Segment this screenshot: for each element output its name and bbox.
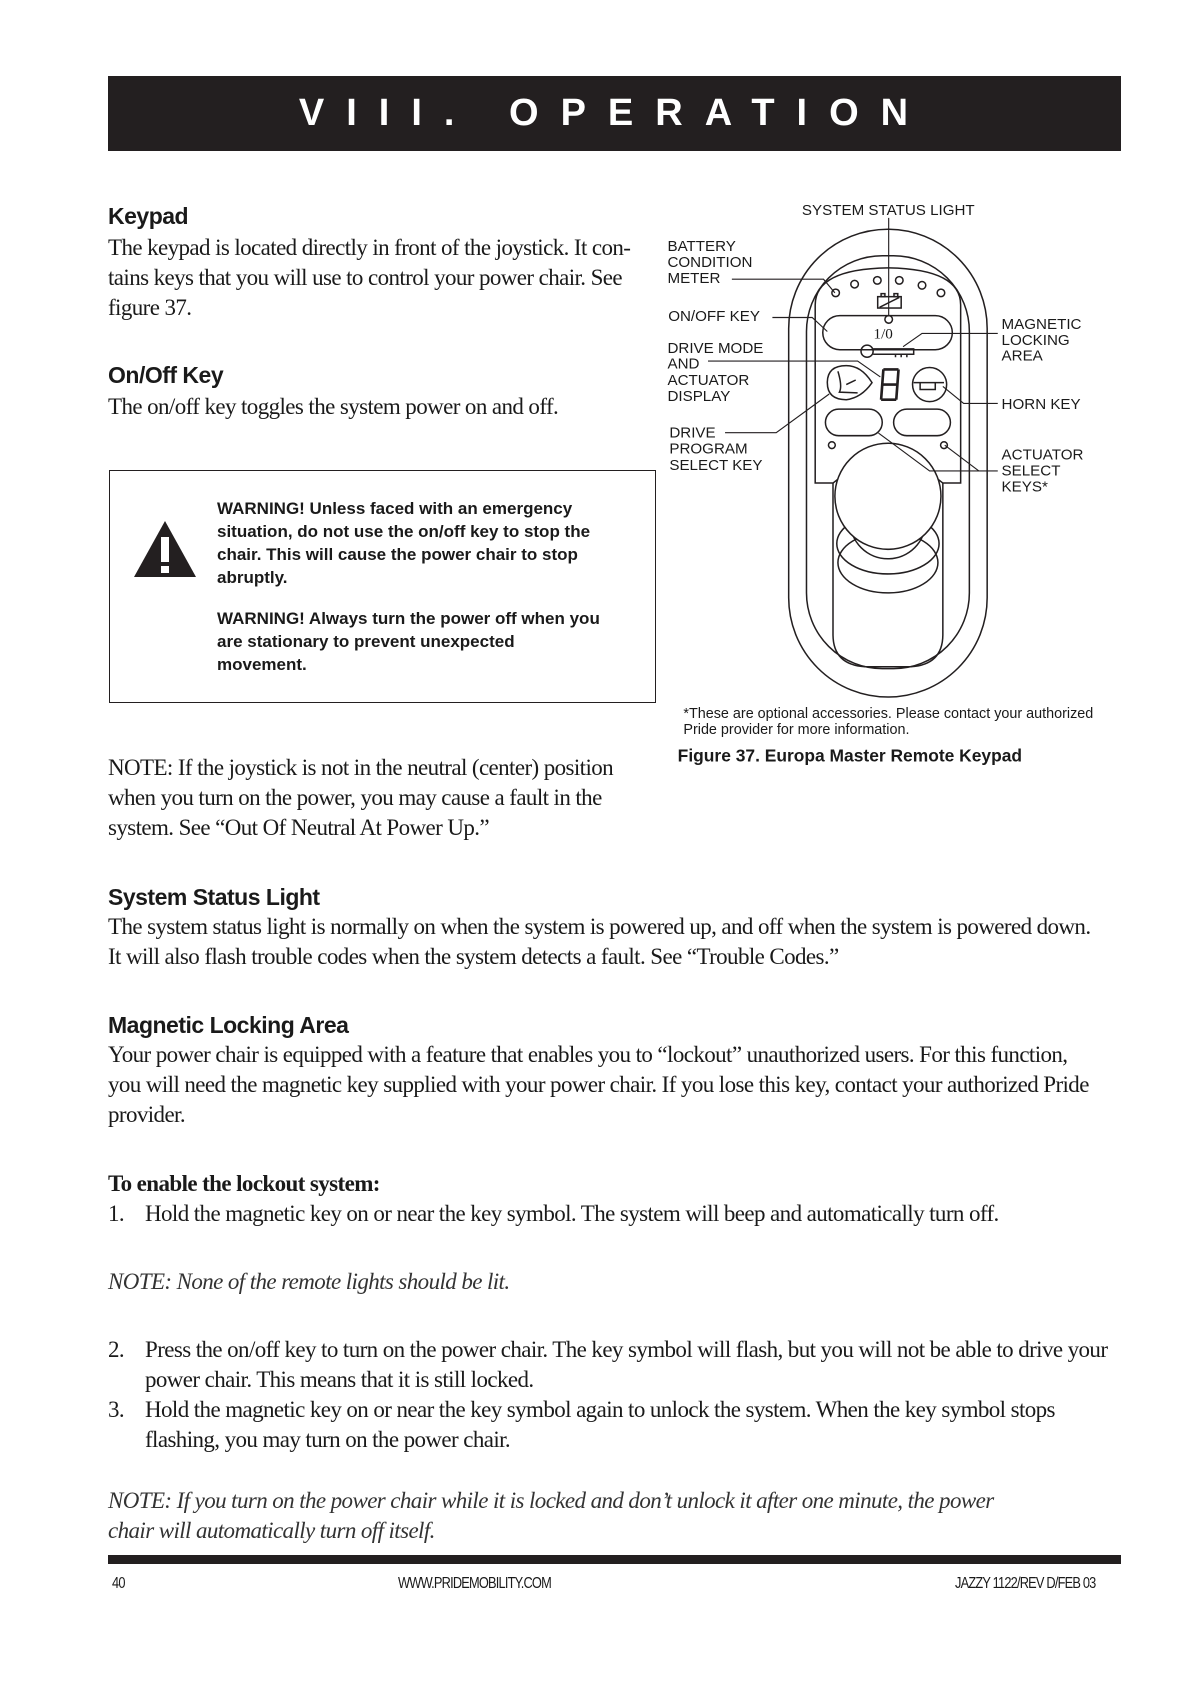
text-line: provider. (108, 1102, 185, 1127)
text-line: NOTE: If you turn on the power chair while it is locked and don’t unlock it after one minute, the power (108, 1488, 994, 1513)
onoff-heading: On/Off Key (108, 362, 224, 388)
text-line: The keypad is located directly in front of the joystick. It con- (108, 235, 631, 260)
label-magnetic: MAGNETIC (1001, 315, 1082, 333)
lockout-note-2 (108, 1486, 1121, 1546)
text-line: when you turn on the power, you may cause a fault in the (108, 785, 602, 810)
text-line: chair. This will cause the power chair to stop (217, 545, 578, 564)
text-line: WARNING! Always turn the power off when you (217, 609, 600, 628)
figure-footnote: Pride provider for more information. (683, 722, 910, 739)
text-line: Hold the magnetic key on or near the key symbol. The system will beep and automatically turn off. (145, 1201, 999, 1226)
label-drive-mode: AND (667, 355, 700, 373)
text-line: flashing, you may turn on the power chair. (145, 1427, 511, 1452)
status-heading: System Status Light (108, 884, 320, 910)
text-line: It will also flash trouble codes when the system detects a fault. See “Trouble Codes.” (108, 944, 839, 969)
label-magnetic: LOCKING (1001, 331, 1070, 349)
figure-footnote: *These are optional accessories. Please contact your authorized (683, 705, 1094, 722)
text-line: NOTE: If the joystick is not in the neutral (center) position (108, 755, 614, 780)
horn-icon (914, 383, 944, 390)
footer-doc-id: JAZZY 1122/REV D/FEB 03 (955, 1575, 1096, 1592)
label-battery: CONDITION (667, 254, 753, 272)
label-drive-mode: ACTUATOR (667, 371, 750, 389)
label-battery: BATTERY (667, 237, 736, 255)
horn-key[interactable] (913, 368, 947, 402)
text-line: power chair. This means that it is still locked. (145, 1367, 534, 1392)
seven-segment-display (881, 369, 898, 399)
label-system-status-light: SYSTEM STATUS LIGHT (801, 201, 975, 219)
footer-rule (108, 1555, 1121, 1564)
text-line: figure 37. (108, 295, 192, 320)
keypad-heading: Keypad (108, 203, 189, 229)
text-line: The system status light is normally on when the system is powered up, and off when the system is powered down. (108, 914, 1091, 939)
label-drive-program: DRIVE (669, 424, 716, 442)
lockout-heading: To enable the lockout system: (108, 1171, 380, 1196)
warning-text-2 (217, 607, 645, 676)
label-actuator: SELECT (1001, 462, 1061, 480)
figure-caption: Figure 37. Europa Master Remote Keypad (677, 745, 1023, 766)
onoff-symbol: 1/0 (873, 325, 893, 343)
text-line: chair will automatically turn off itself. (108, 1518, 435, 1543)
label-drive-mode: DISPLAY (667, 388, 731, 406)
text-line: situation, do not use the on/off key to stop the (217, 522, 591, 541)
actuator-key-right[interactable] (894, 409, 951, 436)
lockout-note-1: NOTE: None of the remote lights should be lit. (108, 1269, 510, 1294)
footer-url: WWW.PRIDEMOBILITY.COM (398, 1575, 551, 1592)
text-line: are stationary to prevent unexpected (217, 632, 515, 651)
text-line: movement. (217, 655, 307, 674)
text-line: WARNING! Unless faced with an emergency (217, 499, 573, 518)
section-header: VIII. OPERATION (108, 76, 1121, 151)
warning-triangle-icon (132, 519, 198, 579)
lockout-step-3 (108, 1395, 1121, 1452)
onoff-body: The on/off key toggles the system power on and off. (108, 394, 559, 419)
list-number: 3. (108, 1397, 125, 1422)
label-actuator: ACTUATOR (1001, 446, 1084, 464)
text-line: you will need the magnetic key supplied with your power chair. If you lose this key, contact your authorized Pride (108, 1072, 1089, 1097)
keypad-body (108, 233, 644, 323)
list-number: 2. (108, 1337, 125, 1362)
status-body (108, 912, 1121, 972)
text-line: abruptly. (217, 568, 288, 587)
lockout-step-2 (108, 1335, 1121, 1392)
text-line: Press the on/off key to turn on the power chair. The key symbol will flash, but you will not be able to drive your (145, 1337, 1108, 1362)
actuator-key-left[interactable] (825, 409, 882, 436)
text-line: Your power chair is equipped with a feature that enables you to “lockout” unauthorized users. For this function, (108, 1042, 1068, 1067)
text-line: tains keys that you will use to control your power chair. See (108, 265, 623, 290)
label-magnetic: AREA (1001, 347, 1043, 365)
label-battery: METER (667, 270, 721, 288)
keypad-figure (600, 180, 1191, 880)
warning-text-1 (217, 497, 645, 589)
text-line: Hold the magnetic key on or near the key symbol again to unlock the system. When the key symbol stops (145, 1397, 1055, 1422)
label-onoff-key: ON/OFF KEY (668, 307, 760, 325)
label-drive-program: SELECT KEY (669, 456, 763, 474)
magnetic-body (108, 1040, 1121, 1130)
magnetic-heading: Magnetic Locking Area (108, 1012, 349, 1038)
seat-icon (838, 371, 858, 393)
magnetic-key-icon (861, 345, 914, 357)
list-number: 1. (108, 1201, 125, 1226)
warning-box (109, 470, 656, 703)
system-status-light (885, 316, 893, 324)
neutral-note (108, 753, 644, 843)
label-drive-program: PROGRAM (669, 440, 748, 458)
lockout-step-1 (108, 1199, 1121, 1229)
label-drive-mode: DRIVE MODE (667, 340, 764, 358)
page-number: 40 (112, 1575, 125, 1592)
text-line: system. See “Out Of Neutral At Power Up.” (108, 815, 490, 840)
label-actuator: KEYS* (1001, 478, 1048, 496)
battery-icon (878, 294, 901, 308)
joystick-knob[interactable] (835, 443, 941, 549)
label-horn-key: HORN KEY (1001, 395, 1081, 413)
